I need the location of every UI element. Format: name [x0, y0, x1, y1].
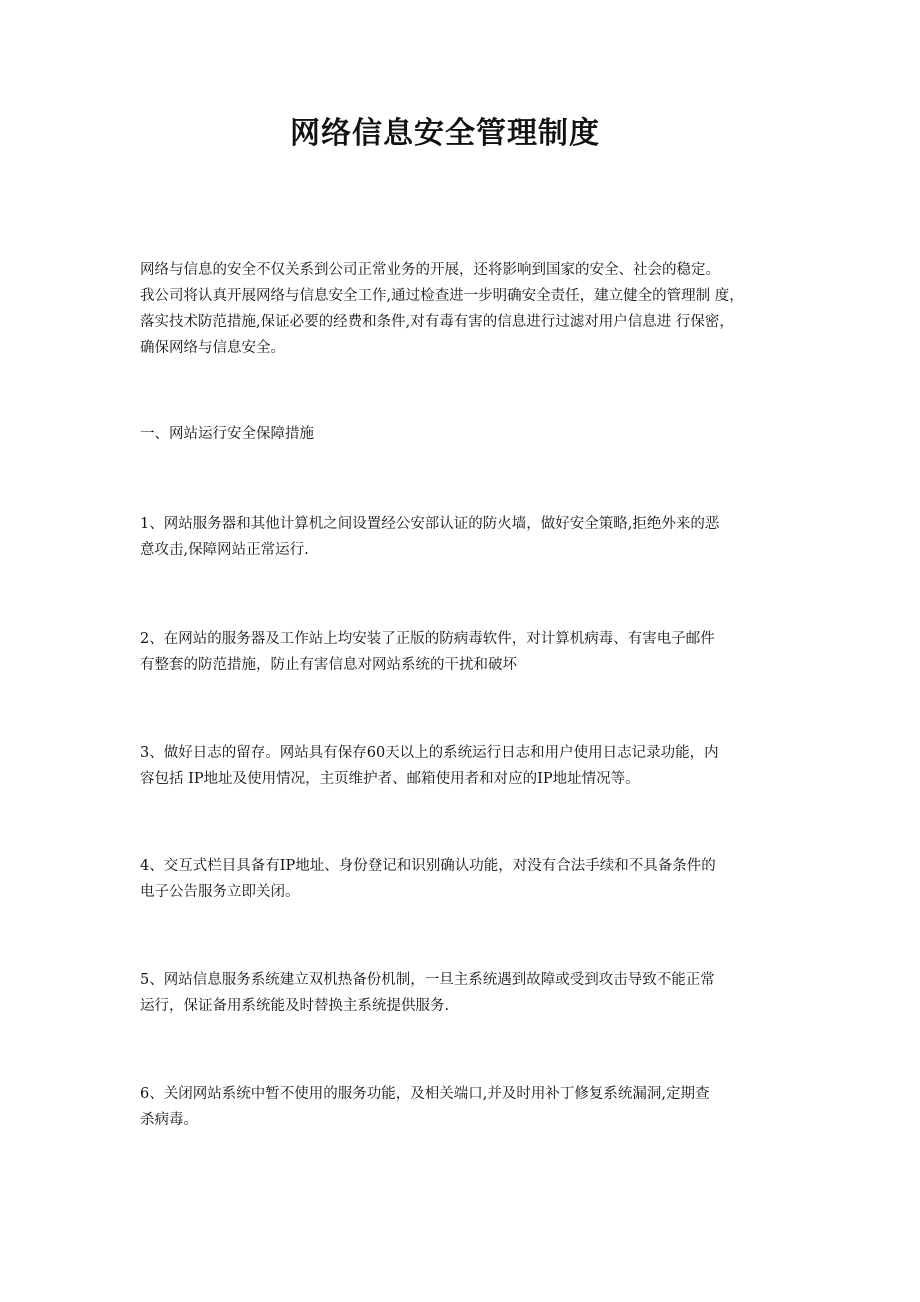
list-item-line: 4、交互式栏目具备有IP地址、身份登记和识别确认功能，对没有合法手续和不具备条件的	[140, 858, 716, 874]
list-item-line: 3、做好日志的留存。网站具有保存60天以上的系统运行日志和用户使用日志记录功能，内	[140, 745, 719, 761]
list-item	[140, 853, 820, 905]
intro-line: 落实技术防范措施,保证必要的经费和条件,对有毒有害的信息进行过滤对用户信息进 行保密，	[140, 314, 734, 330]
list-item-line: 杀病毒。	[140, 1112, 198, 1128]
list-item-line: 有整套的防范措施，防止有害信息对网站系统的干扰和破坏	[140, 657, 517, 673]
list-item-line: 6、关闭网站系统中暂不使用的服务功能，及相关端口,并及时用补丁修复系统漏洞,定期查	[140, 1086, 710, 1102]
list-item-line: 运行，保证备用系统能及时替换主系统提供服务.	[140, 998, 450, 1014]
intro-line: 确保网络与信息安全。	[140, 340, 285, 356]
list-item	[140, 740, 820, 792]
list-item-line: 2、在网站的服务器及工作站上均安装了正版的防病毒软件，对计算机病毒、有害电子邮件	[140, 631, 715, 647]
intro-paragraph	[140, 257, 820, 361]
list-item-line: 电子公告服务立即关闭。	[140, 884, 300, 900]
list-item	[140, 626, 820, 678]
list-item	[140, 1081, 820, 1133]
section-heading: 一、网站运行安全保障措施	[140, 426, 314, 442]
list-item-line: 容包括 IP地址及使用情况，主页维护者、邮箱使用者和对应的IP地址情况等。	[140, 771, 640, 787]
list-item-line: 1、网站服务器和其他计算机之间设置经公安部认证的防火墙，做好安全策略,拒绝外来的恶	[140, 516, 720, 532]
intro-line: 网络与信息的安全不仅关系到公司正常业务的开展，还将影响到国家的安全、社会的稳定。	[140, 262, 720, 278]
list-item-line: 意攻击,保障网站正常运行.	[140, 542, 309, 558]
list-item	[140, 511, 820, 563]
list-item	[140, 967, 820, 1019]
list-item-line: 5、网站信息服务系统建立双机热备份机制，一旦主系统遇到故障或受到攻击导致不能正常	[140, 972, 715, 988]
intro-line: 我公司将认真开展网络与信息安全工作,通过检查进一步明确安全责任，建立健全的管理制 度，	[140, 288, 744, 304]
document-title: 网络信息安全管理制度	[290, 116, 600, 151]
